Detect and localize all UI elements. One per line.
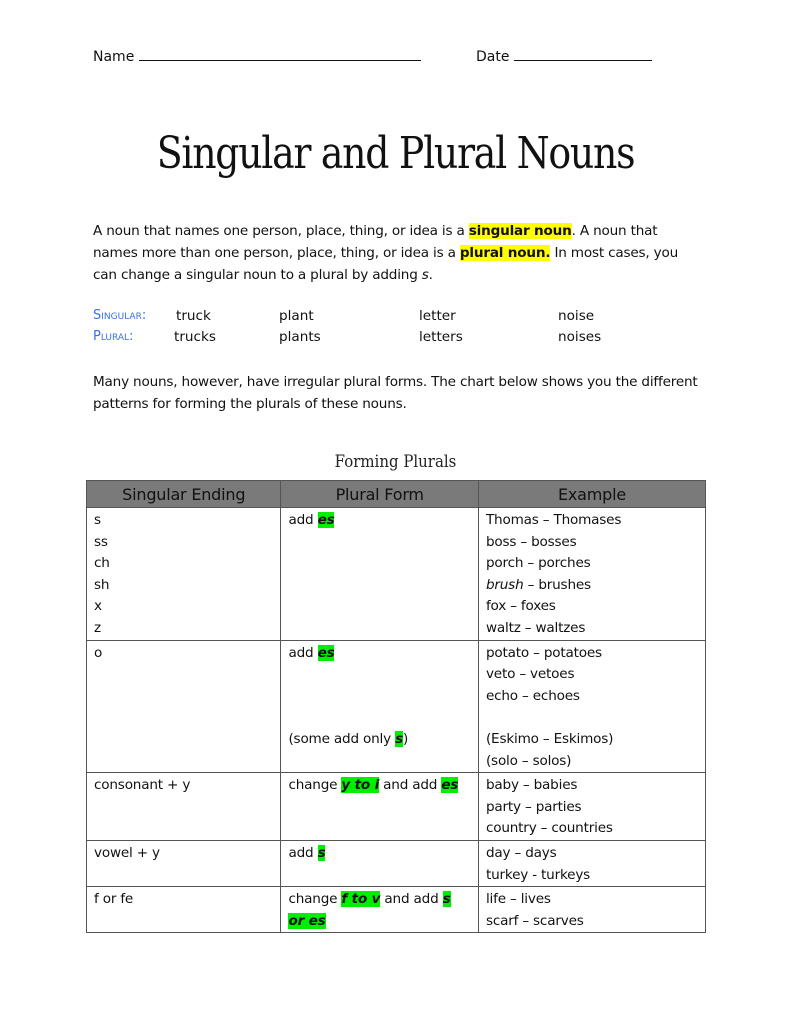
- example: country – countries: [485, 820, 613, 837]
- example: boss – bosses: [485, 533, 577, 550]
- ending: sh: [94, 576, 110, 593]
- rule: [288, 911, 471, 933]
- intro-text: .: [428, 267, 433, 283]
- singular-label: Singular:: [93, 308, 147, 323]
- table-row: [87, 840, 706, 886]
- ending: vowel + y: [94, 844, 160, 861]
- plural-form-cell: [281, 508, 479, 641]
- ending: f or fe: [94, 891, 134, 908]
- spacer: [288, 664, 471, 686]
- intro-text: A noun that names one person, place, thing, or idea is a: [93, 223, 469, 239]
- singular-example: plant: [279, 308, 314, 324]
- header-example: Example: [478, 481, 705, 508]
- example: fox – foxes: [485, 598, 556, 615]
- example: turkey - turkeys: [485, 866, 591, 883]
- singular-ending-cell: [87, 773, 281, 841]
- rule-highlight: s: [317, 844, 326, 861]
- ending: consonant + y: [94, 777, 191, 794]
- example: day – days: [485, 844, 557, 861]
- date-label: Date: [476, 49, 510, 65]
- example: echo – echoes: [485, 687, 580, 704]
- example-cell: [478, 887, 705, 933]
- rule-highlight: y to i: [341, 777, 380, 794]
- example: Thomas – Thomases: [485, 512, 622, 528]
- example: scarf – scarves: [485, 912, 584, 929]
- example-text: – brushes: [523, 576, 591, 593]
- plural-example: plants: [279, 329, 321, 345]
- example: life – lives: [485, 891, 551, 908]
- date-field: [476, 48, 652, 65]
- intro-paragraph: [93, 220, 703, 286]
- rule-text: and add: [380, 891, 443, 908]
- header-singular-ending: Singular Ending: [87, 481, 281, 508]
- example-cell: [478, 840, 705, 886]
- ending: s: [94, 512, 101, 528]
- plural-form-cell: [281, 840, 479, 886]
- example: waltz – waltzes: [485, 619, 586, 636]
- forming-plurals-table: [86, 480, 706, 933]
- chart-caption: Forming Plurals: [334, 452, 457, 472]
- spacer: [288, 686, 471, 708]
- plural-example: trucks: [174, 329, 216, 345]
- table-row: [87, 640, 706, 773]
- rule: [288, 775, 471, 797]
- ending: o: [94, 644, 103, 661]
- example: veto – vetoes: [485, 666, 575, 683]
- example-cell: [478, 640, 705, 773]
- singular-ending-cell: [87, 887, 281, 933]
- singular-ending-cell: [87, 840, 281, 886]
- plural-label: Plural:: [93, 329, 134, 344]
- example: potato – potatoes: [485, 644, 602, 661]
- date-blank-line[interactable]: [514, 48, 652, 61]
- rule-text: ): [402, 730, 409, 747]
- table-header-row: [87, 481, 706, 508]
- rule: [288, 510, 471, 532]
- rule: [288, 889, 471, 911]
- example: porch – porches: [485, 555, 591, 572]
- rule: [288, 843, 471, 865]
- intro-text: In most cases, you can change a singular noun to a plural by adding: [93, 245, 679, 283]
- example-italic: brush: [485, 576, 524, 593]
- plural-example: noises: [558, 329, 602, 345]
- rule-highlight: es: [317, 644, 335, 661]
- rule-highlight: f to v: [341, 891, 381, 908]
- singular-example: letter: [419, 308, 456, 324]
- spacer: [288, 707, 471, 729]
- name-field: [93, 48, 421, 65]
- plural-noun-term: plural noun.: [459, 245, 551, 261]
- singular-example: noise: [558, 308, 595, 324]
- page-title: Singular and Plural Nouns: [156, 128, 635, 179]
- example-cell: [478, 508, 705, 641]
- table-row: [87, 508, 706, 641]
- singular-example: truck: [176, 308, 211, 324]
- rule-text: add: [288, 844, 318, 861]
- plural-example: letters: [419, 329, 463, 345]
- rule-text: and add: [379, 777, 442, 794]
- suffix-s: s: [421, 267, 429, 283]
- singular-noun-term: singular noun: [468, 223, 572, 239]
- name-label: Name: [93, 49, 135, 65]
- plural-form-cell: [281, 640, 479, 773]
- example: (solo – solos): [485, 752, 572, 769]
- rule-text: change: [288, 777, 342, 794]
- ending: z: [94, 619, 101, 636]
- rule-text: add: [288, 512, 318, 528]
- rule-text: (some add only: [288, 730, 396, 747]
- plural-form-cell: [281, 773, 479, 841]
- name-blank-line[interactable]: [139, 48, 421, 61]
- rule-highlight: or es: [288, 912, 326, 929]
- header-plural-form: Plural Form: [281, 481, 479, 508]
- irregular-paragraph: Many nouns, however, have irregular plural forms. The chart below shows you the different patterns for forming the plurals of these nouns.: [93, 374, 698, 412]
- rule: [288, 643, 471, 665]
- ending: x: [94, 598, 102, 615]
- singular-ending-cell: [87, 640, 281, 773]
- table-row: [87, 773, 706, 841]
- rule-highlight: es: [317, 512, 335, 528]
- example: [486, 707, 698, 729]
- rule-highlight: es: [441, 777, 459, 794]
- example: [486, 575, 698, 597]
- rule-text: add: [288, 644, 318, 661]
- rule-text: change: [288, 891, 342, 908]
- intro-text: . A noun that names more than one person, place, thing, or idea is a: [93, 223, 658, 261]
- ending: ch: [94, 555, 110, 572]
- example-cell: [478, 773, 705, 841]
- example: party – parties: [485, 798, 582, 815]
- rule-note: [288, 729, 471, 751]
- rule-highlight: s: [395, 730, 403, 747]
- rule-highlight: s: [442, 891, 451, 908]
- singular-ending-cell: [87, 508, 281, 641]
- example: baby – babies: [485, 777, 578, 794]
- plural-form-cell: [281, 887, 479, 933]
- example: (Eskimo – Eskimos): [485, 730, 614, 747]
- ending: ss: [94, 533, 108, 550]
- table-row: [87, 887, 706, 933]
